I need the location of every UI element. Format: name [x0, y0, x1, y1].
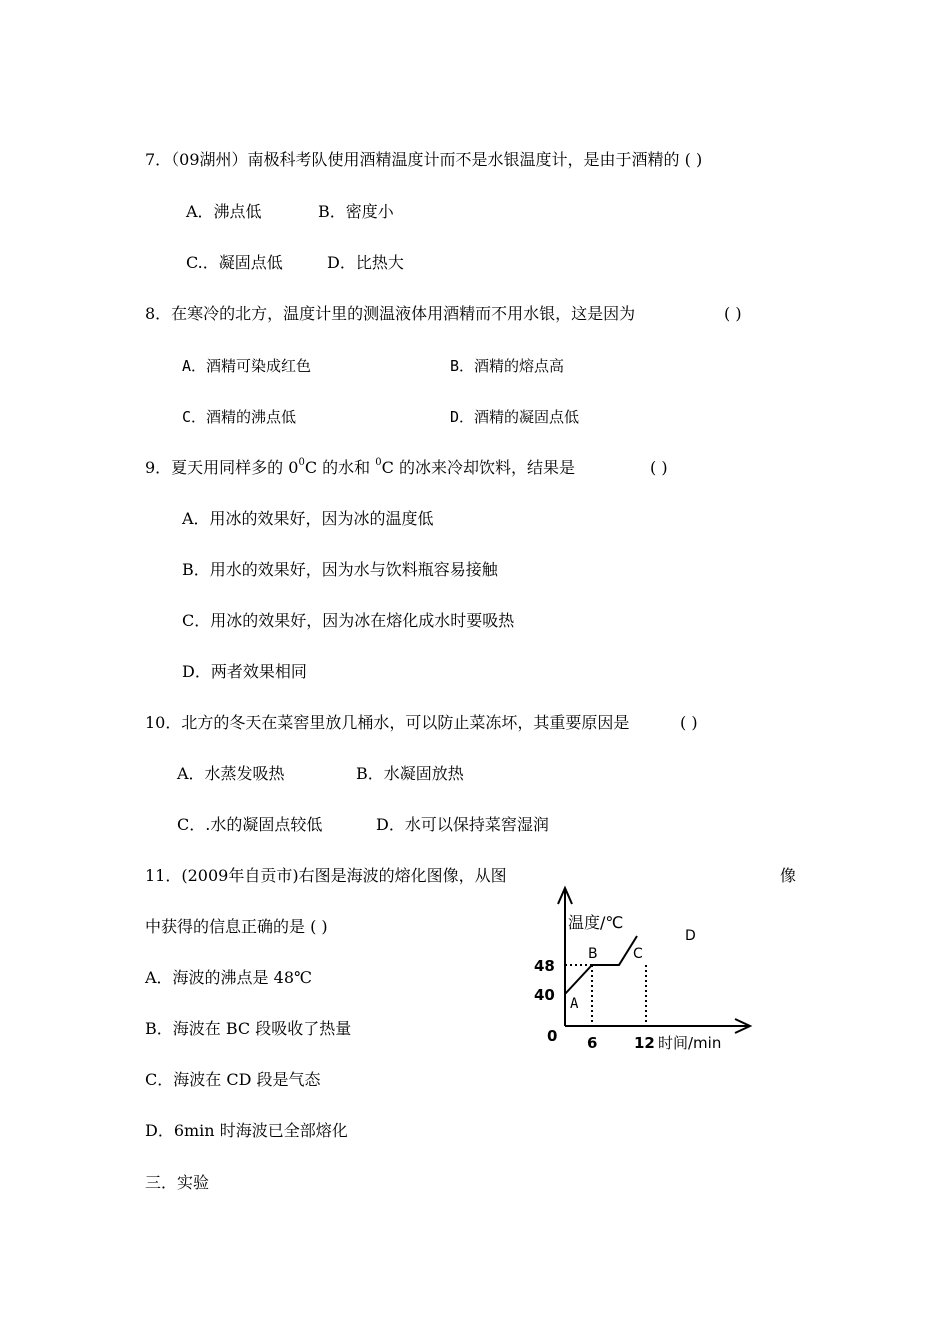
q9-stem: 9．夏天用同样多的 $0^0C$ 的水和 $^0$C 的冰来冷却饮料，结果是 [145, 456, 575, 477]
q7-option-b: B．密度小 [318, 202, 394, 221]
q11-option-a: A．海波的沸点是 48℃ [145, 968, 312, 987]
origin-label: 0 [547, 1027, 558, 1045]
q9-option-d: D．两者效果相同 [182, 662, 307, 681]
q10-option-b: B．水凝固放热 [356, 764, 464, 783]
point-label-c: C [633, 946, 643, 962]
point-label-b: B [588, 946, 598, 962]
q10-option-a: A．水蒸发吸热 [177, 764, 285, 783]
q8-option-b: B．酒精的熔点高 [450, 357, 565, 375]
q10-answer-bracket: ( ) [680, 713, 698, 732]
q9-option-a: A．用冰的效果好，因为冰的温度低 [182, 509, 434, 528]
point-label-d: D [685, 928, 696, 944]
q10-stem: 10．北方的冬天在菜窖里放几桶水，可以防止菜冻坏，其重要原因是 [145, 713, 630, 732]
q7-option-a: A．沸点低 [186, 202, 262, 221]
x-tick-12: 12 [634, 1034, 655, 1052]
melting-graph [530, 880, 760, 1060]
x-tick-6: 6 [587, 1034, 598, 1052]
q7-stem: 7．（09湖州）南极科考队使用酒精温度计而不是水银温度计，是由于酒精的 ( ) [145, 150, 703, 169]
x-axis-label: 时间/min [658, 1034, 722, 1052]
q11-option-b: B．海波在 BC 段吸收了热量 [145, 1019, 352, 1038]
q11-option-c: C．海波在 CD 段是气态 [145, 1070, 321, 1089]
point-label-a: A [570, 996, 579, 1012]
q11-option-d: D．6min 时海波已全部熔化 [145, 1121, 348, 1140]
q7-option-d: D．比热大 [327, 253, 404, 272]
q11-stem-line1-tail: 像 [780, 866, 797, 885]
y-axis-label: 温度/℃ [568, 913, 624, 932]
q8-option-c: C．酒精的沸点低 [182, 408, 297, 426]
q8-option-a: A．酒精可染成红色 [182, 357, 312, 375]
q9-option-b: B．用水的效果好，因为水与饮料瓶容易接触 [182, 560, 498, 579]
q9-answer-bracket: ( ) [650, 458, 668, 477]
y-tick-48: 48 [534, 957, 555, 975]
q10-option-d: D．水可以保持菜窖湿润 [376, 815, 549, 834]
q9-option-c: C．用冰的效果好，因为冰在熔化成水时要吸热 [182, 611, 515, 630]
q8-answer-bracket: ( ) [724, 304, 742, 323]
q11-stem-line2: 中获得的信息正确的是 ( ) [145, 917, 328, 936]
q10-option-c: C．.水的凝固点较低 [177, 815, 323, 834]
q8-stem: 8．在寒冷的北方，温度计里的测温液体用酒精而不用水银，这是因为 [145, 304, 636, 323]
q7-option-c: C.．凝固点低 [186, 253, 283, 272]
q8-option-d: D．酒精的凝固点低 [450, 408, 580, 426]
y-tick-40: 40 [534, 986, 555, 1004]
q11-stem-line1: 11．(2009年自贡市)右图是海波的熔化图像，从图 [145, 866, 507, 885]
section-heading: 三．实验 [145, 1173, 210, 1192]
